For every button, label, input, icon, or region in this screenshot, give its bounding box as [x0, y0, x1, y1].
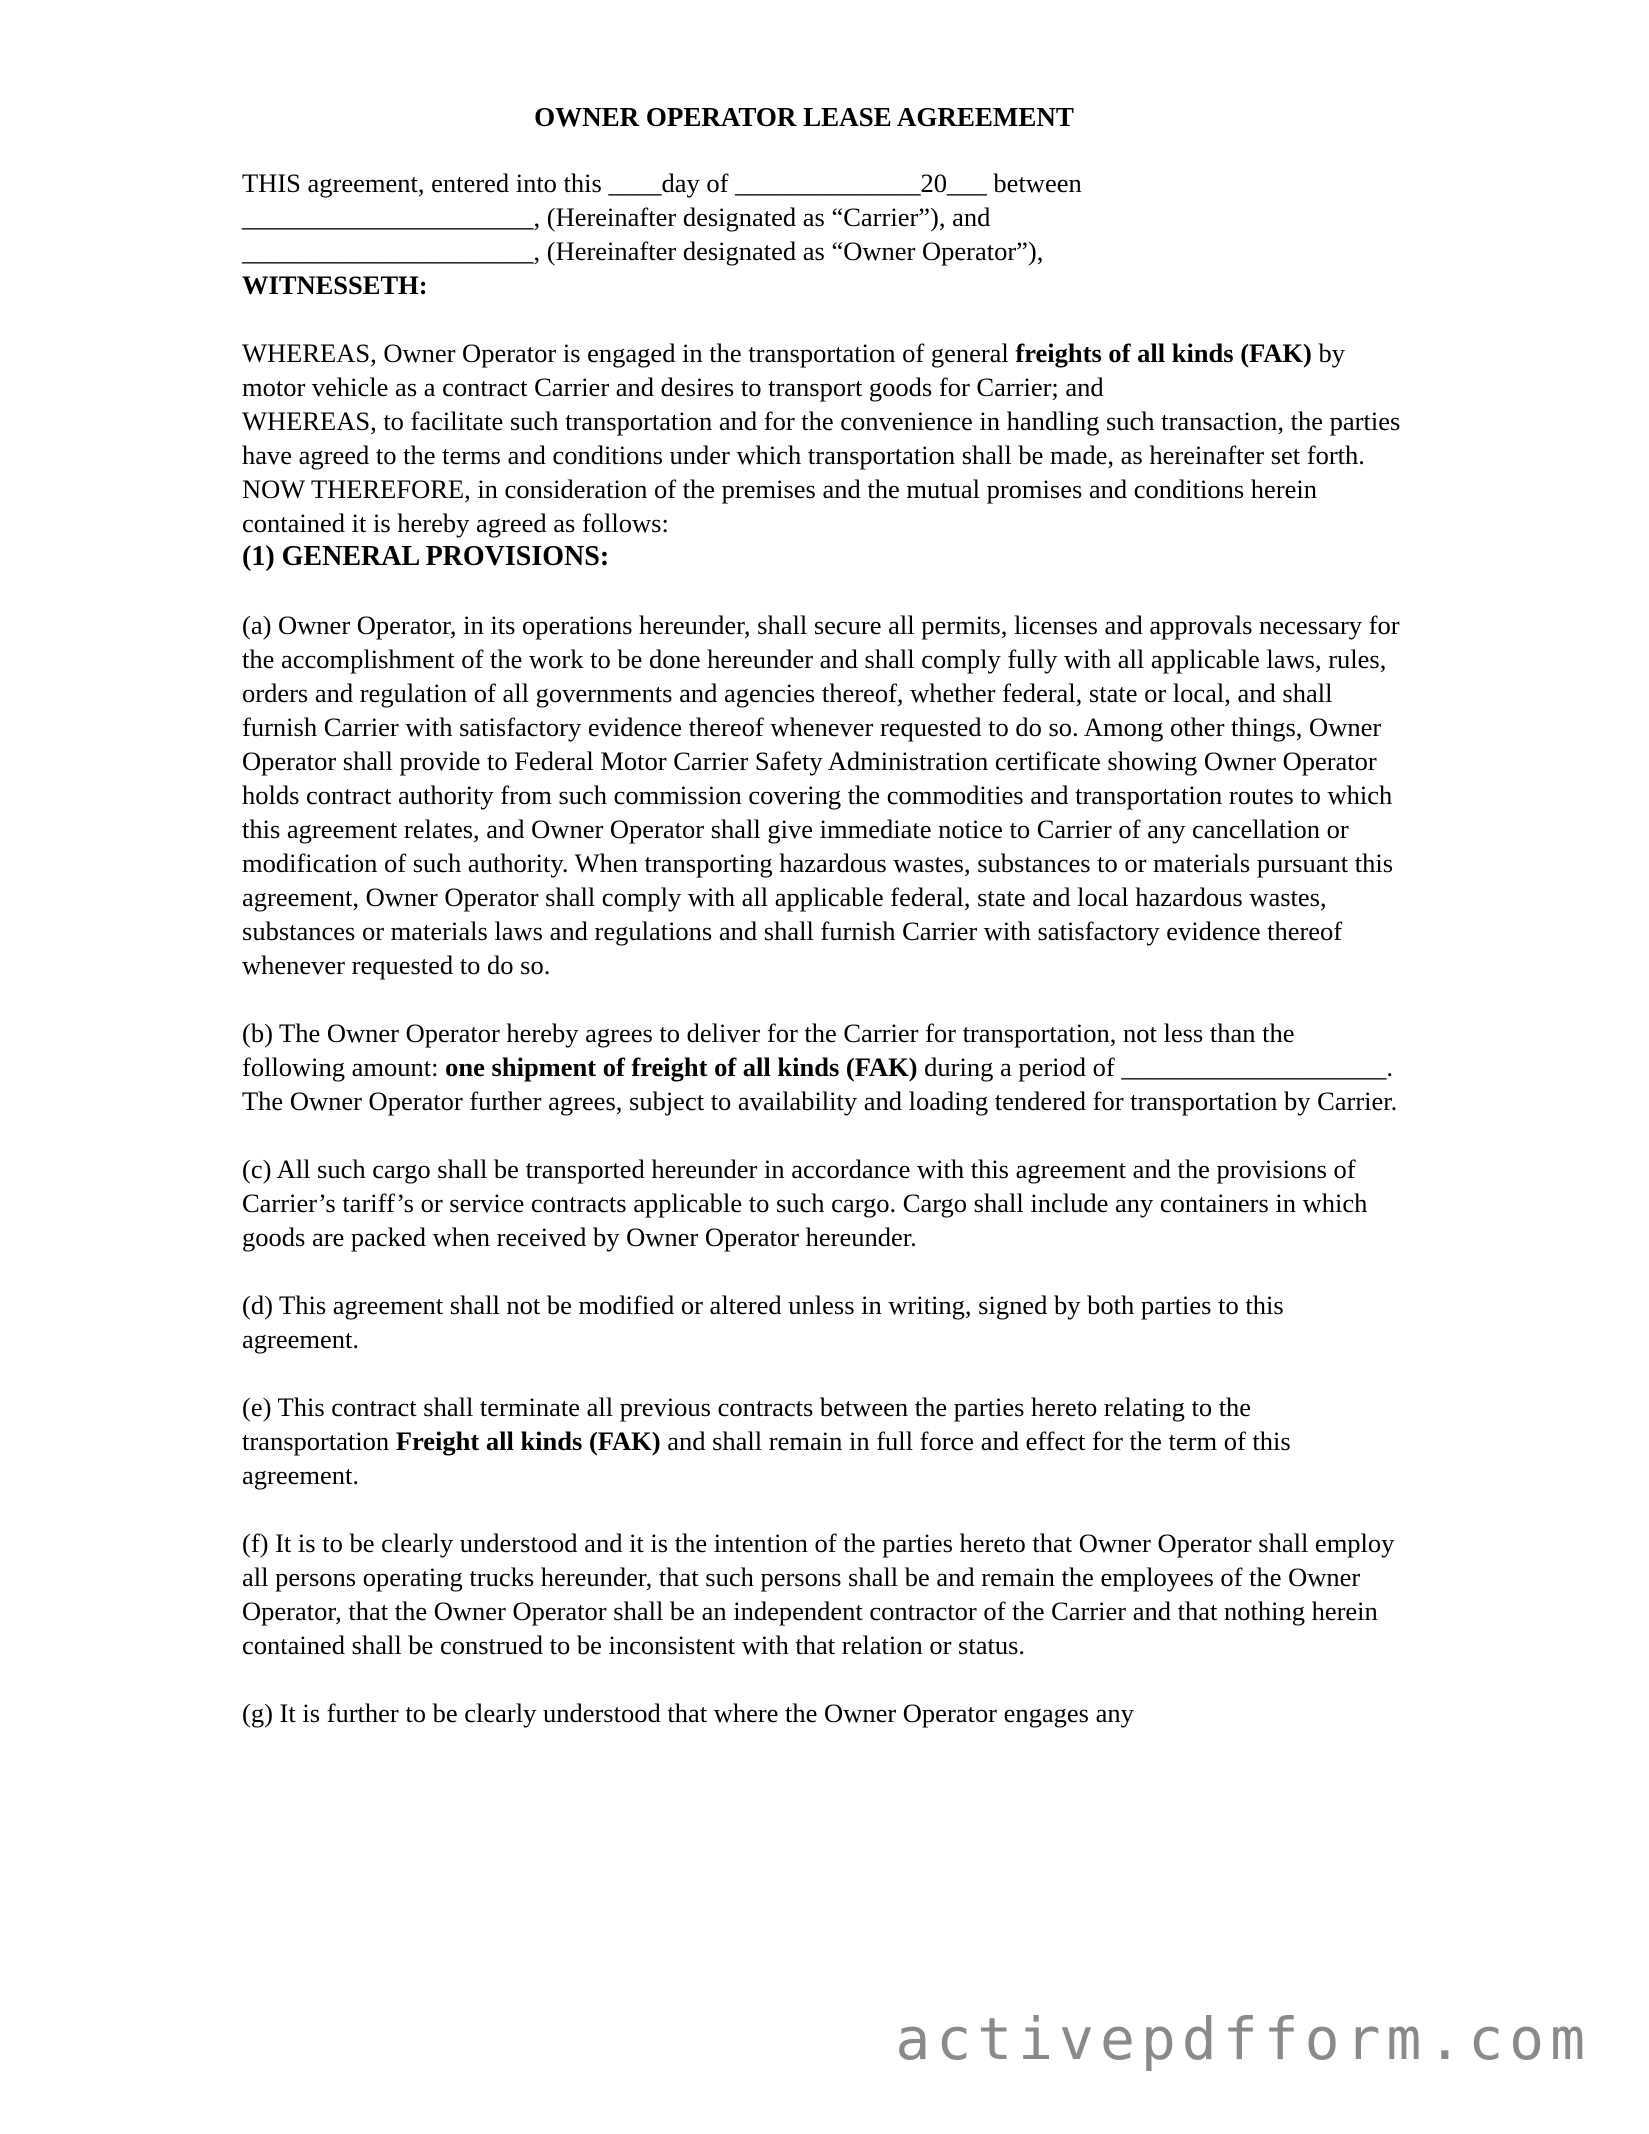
watermark-text: activepdfform.com: [895, 2005, 1591, 2073]
intro-line-carrier: ______________________, (Hereinafter designated as “Carrier”), and: [242, 202, 991, 232]
paragraph-c: (c) All such cargo shall be transported hereunder in accordance with this agreement and the provisions of Carrier’s tariff’s or service contracts applicable to such cargo. Cargo shall include any containers in which goods are packed when received by Owner Operator hereunder.: [242, 1154, 1368, 1252]
witnesseth-heading: WITNESSETH:: [242, 270, 428, 300]
intro-block: [242, 166, 1402, 268]
paragraph-e-text-end: and shall remain in full force and effect for the term of this agreement.: [242, 1426, 1291, 1490]
paragraph-b: [242, 1016, 1402, 1118]
paragraph-d: (d) This agreement shall not be modified or altered unless in writing, signed by both parties to this agreement.: [242, 1290, 1284, 1354]
whereas-1-bold: freights of all kinds (FAK): [1015, 338, 1312, 368]
intro-line-owner-operator: ______________________, (Hereinafter designated as “Owner Operator”),: [242, 236, 1044, 266]
document-title: OWNER OPERATOR LEASE AGREEMENT: [534, 102, 1074, 132]
whereas-1-text-end: by motor vehicle as a contract Carrier and desires to transport goods for Carrier; and: [242, 338, 1345, 402]
paragraph-e: [242, 1390, 1402, 1492]
paragraph-b-text-end: during a period of ____________________. The Owner Operator further agrees, subject to availability and loading tendered for transportation by Carrier.: [242, 1052, 1398, 1116]
whereas-1-text: WHEREAS, Owner Operator is engaged in the transportation of general: [242, 338, 1016, 368]
paragraph-b-bold: one shipment of freight of all kinds (FAK): [445, 1052, 918, 1082]
paragraph-a: (a) Owner Operator, in its operations hereunder, shall secure all permits, licenses and approvals necessary for the accomplishment of the work to be done hereunder and shall comply fully with all applicable laws, rules, orders and regulation of all governments and agencies thereof, whether federal, state or local, and shall furnish Carrier with satisfactory evidence thereof whenever requested to do so. Among other things, Owner Operator shall provide to Federal Motor Carrier Safety Administration certificate showing Owner Operator holds contract authority from such commission covering the commodities and transportation routes to which this agreement relates, and Owner Operator shall give immediate notice to Carrier of any cancellation or modification of such authority. When transporting hazardous wastes, substances to or materials pursuant this agreement, Owner Operator shall comply with all applicable federal, state and local hazardous wastes, substances or materials laws and regulations and shall furnish Carrier with satisfactory evidence thereof whenever requested to do so.: [242, 610, 1400, 980]
section-1-heading: (1) GENERAL PROVISIONS:: [242, 541, 610, 572]
document-page: [242, 100, 1402, 1730]
whereas-paragraph-1: [242, 336, 1402, 404]
whereas-paragraph-2: WHEREAS, to facilitate such transportation and for the convenience in handling such transaction, the parties have agreed to the terms and conditions under which transportation shall be made, as hereinafter set forth.: [242, 406, 1401, 470]
paragraph-f: (f) It is to be clearly understood and it is the intention of the parties hereto that Owner Operator shall employ all persons operating trucks hereunder, that such persons shall be and remain the employees of the Owner Operator, that the Owner Operator shall be an independent contractor of the Carrier and that nothing herein contained shall be construed to be inconsistent with that relation or status.: [242, 1528, 1395, 1660]
paragraph-e-text: (e) This contract shall terminate all previous contracts between the parties hereto relating to the transportation: [242, 1392, 1252, 1456]
paragraph-e-bold: Freight all kinds (FAK): [395, 1426, 661, 1456]
now-therefore-paragraph: NOW THEREFORE, in consideration of the premises and the mutual promises and conditions herein contained it is hereby agreed as follows:: [242, 474, 1318, 538]
intro-line-date: THIS agreement, entered into this ____day of ______________20___ between: [242, 168, 1082, 198]
paragraph-g: (g) It is further to be clearly understood that where the Owner Operator engages any: [242, 1698, 1134, 1728]
paragraph-b-text: (b) The Owner Operator hereby agrees to deliver for the Carrier for transportation, not less than the following amount:: [242, 1018, 1295, 1082]
